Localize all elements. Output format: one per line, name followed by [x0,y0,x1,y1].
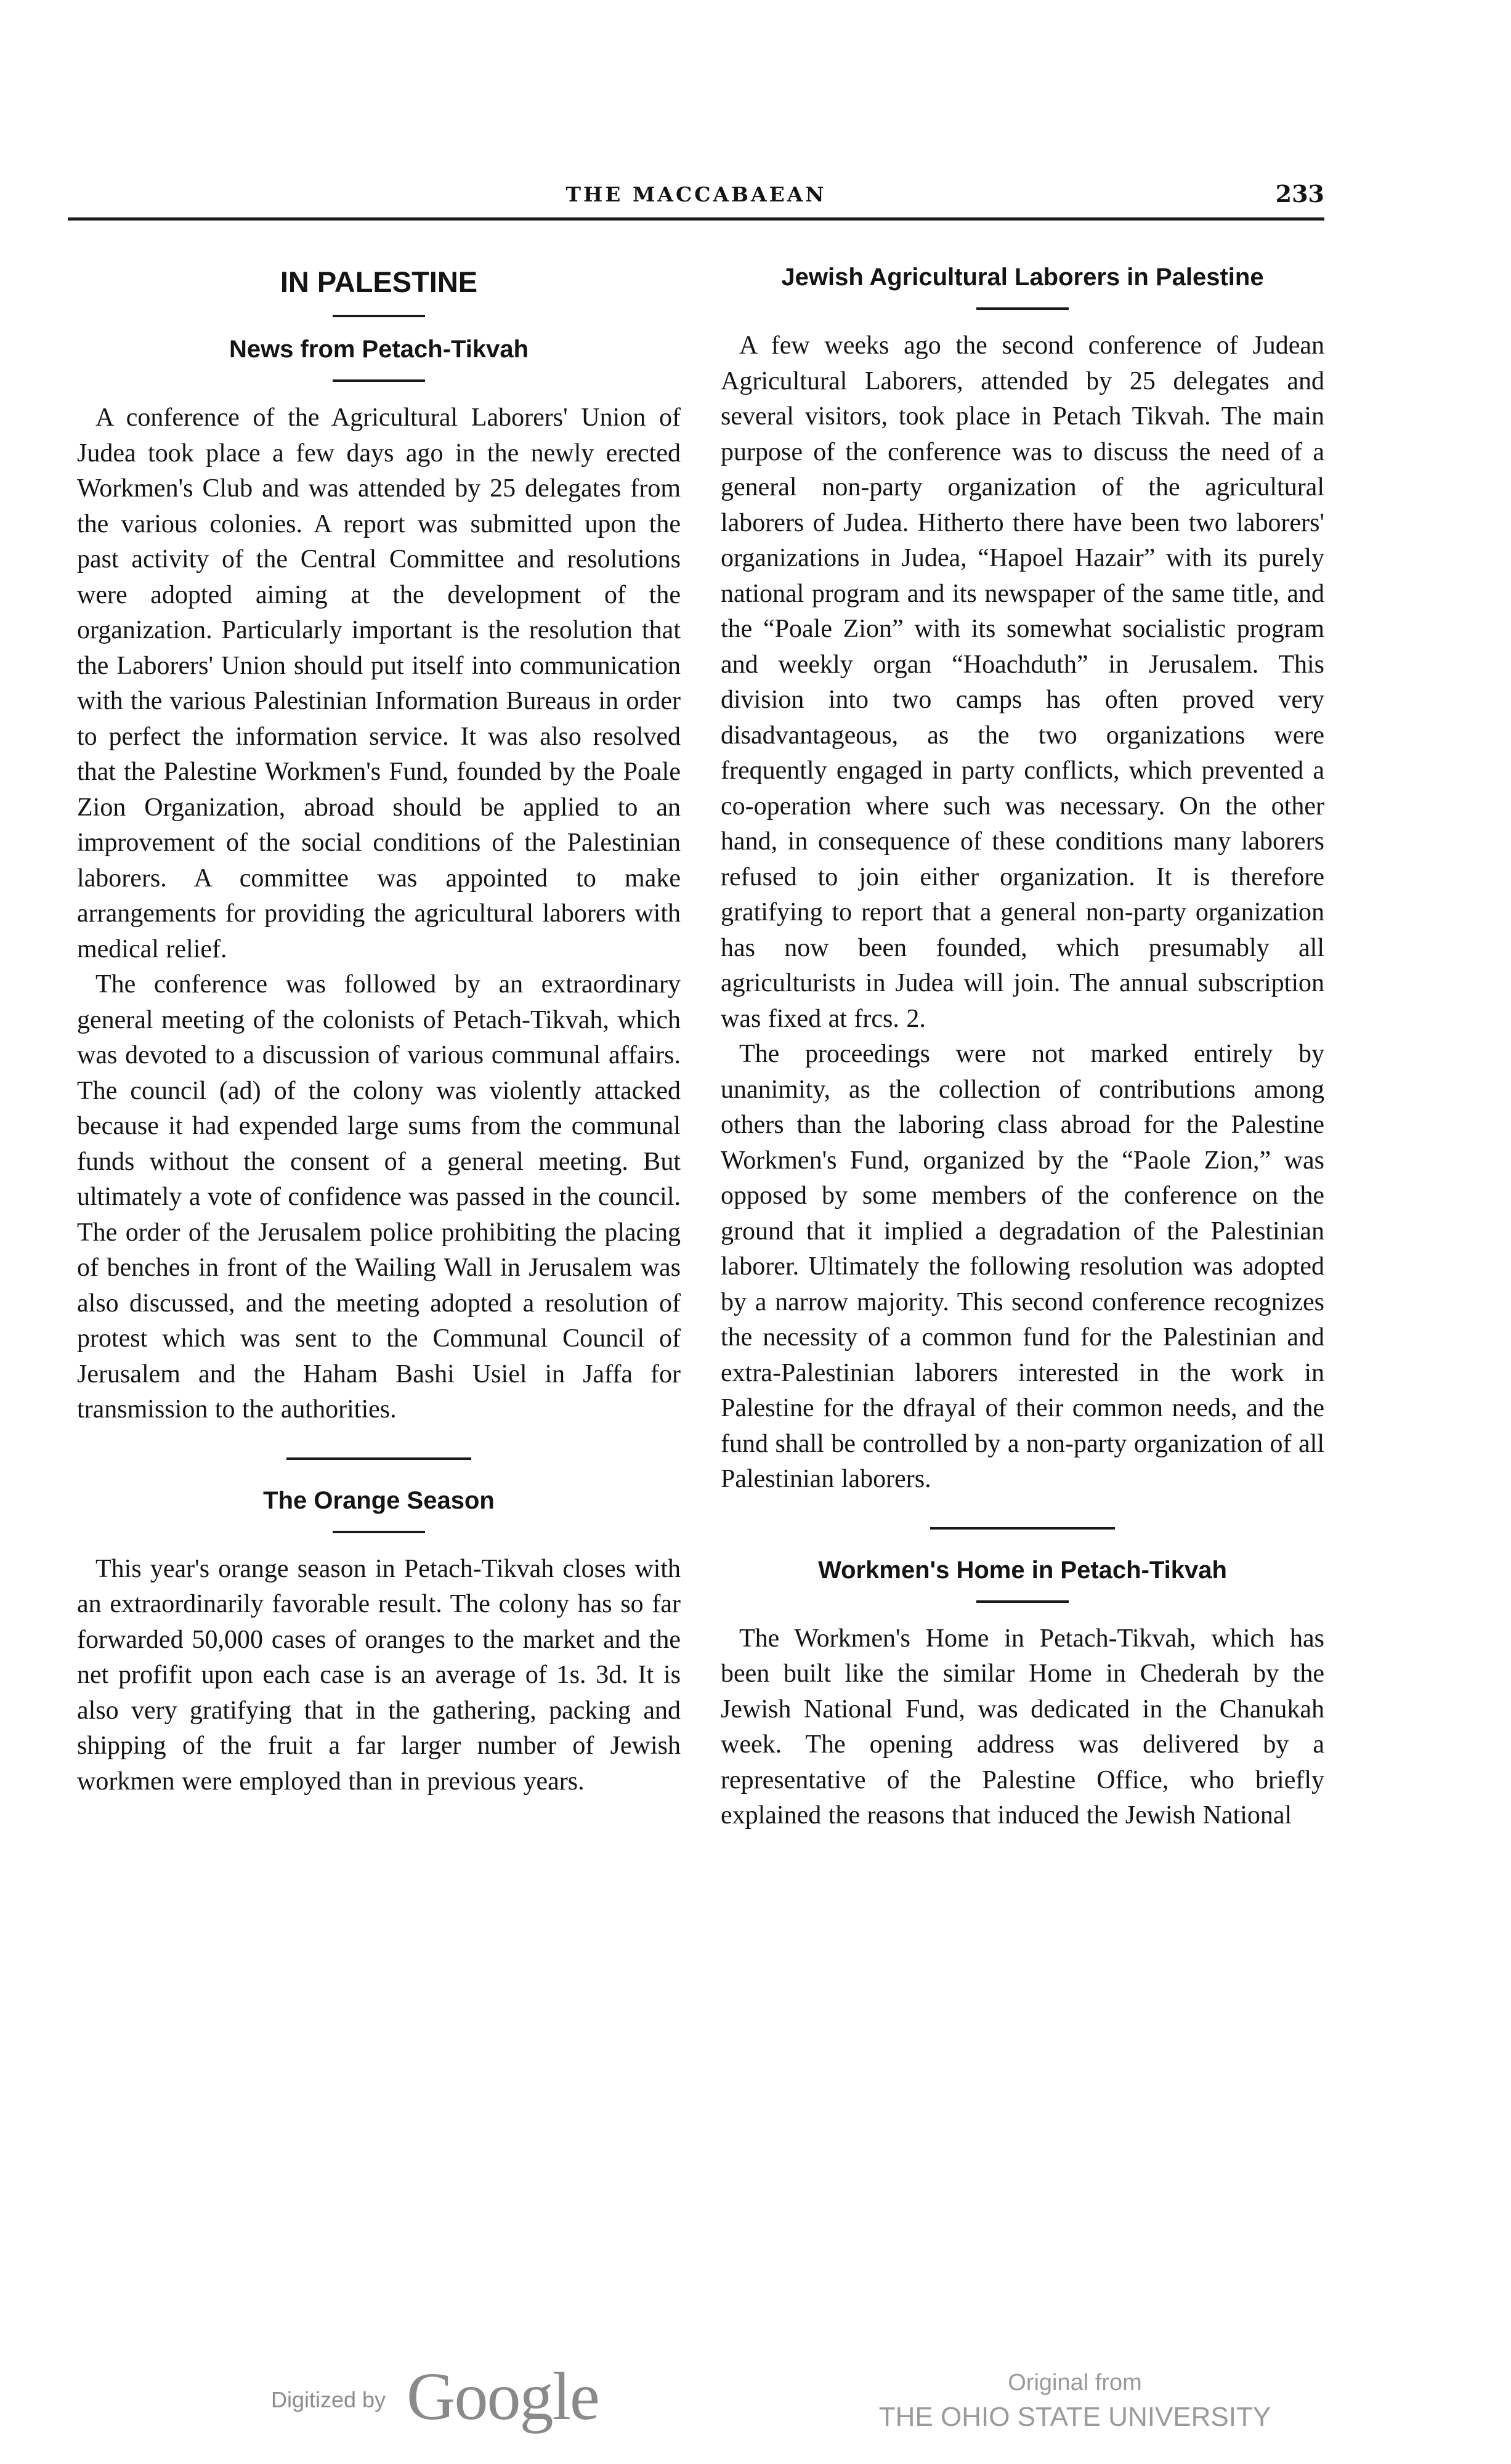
left-column [77,246,681,1799]
article-paragraph: A conference of the Agricultural Laborers' Union of Judea took place a few days ago in the newly erected Workmen's Club and was attended by 25 delegates from the various colonies. A report was submitted upon the past activity of the Central Committee and resolutions were adopted aiming at the development of the organization. Particularly important is the resolution that the Laborers' Union should put itself into communication with the various Palestinian Information Bureaus in order to perfect the information service. It was also resolved that the Palestine Workmen's Fund, founded by the Poale Zion Organization, abroad should be applied to an improvement of the social conditions of the Palestinian laborers. A committee was appointed to make arrangements for providing the agricultural laborers with medical relief. [77,403,681,963]
title-rule [976,1600,1069,1603]
digitized-by-label: Digitized by [271,2387,386,2412]
title-rule [333,315,425,317]
right-column [721,246,1324,1834]
digitization-footer [0,2359,1511,2449]
title-rule [333,379,425,382]
article-title-news-petach-tikvah: News from Petach-Tikvah [229,336,529,363]
article-paragraph: This year's orange season in Petach-Tikvah closes with an extraordinarily favorable result. The colony has so far forwarded 50,000 cases of oranges to the market and the net profifit upon each case is an average of 1s. 3d. It is also very gratifying that in the gathering, packing and shipping of the fruit a far larger number of Jewish workmen were employed than in previous years. [77,1554,681,1796]
institution-name: THE OHIO STATE UNIVERSITY [878,2402,1271,2432]
article-paragraph: The proceedings were not marked entirely by unanimity, as the collection of contributions among others than the laboring class abroad for the Palestine Workmen's Fund, organized by the “Paole Zion,” was opposed by some members of the conference on the ground that it implied a degradation of the Palestinian laborer. Ultimately the following resolution was adopted by a narrow majority. This second conference recognizes the necessity of a common fund for the Palestinian and extra-Palestinian laborers interested in the work in Palestine for the dfrayal of their common needs, and the fund shall be controlled by a non-party organization of all Palestinian laborers. [721,1040,1324,1493]
header-rule [68,217,1324,221]
article-paragraph: The conference was followed by an extraordinary general meeting of the colonists of Petach-Tikvah, which was devoted to a discussion of various communal affairs. The council (ad) of the colony was violently attacked because it had expended large sums from the communal funds without the consent of a general meeting. But ultimately a vote of confidence was passed in the council. The order of the Jerusalem police prohibiting the placing of benches in front of the Wailing Wall in Jerusalem was also discussed, and the meeting adopted a resolution of protest which was sent to the Communal Council of Jerusalem and the Haham Bashi Usiel in Jaffa for transmission to the authorities. [77,970,681,1424]
article-paragraph: A few weeks ago the second conference of Judean Agricultural Laborers, attended by 25 delegates and several visitors, took place in Petach Tikvah. The main purpose of the conference was to discuss the need of a general non-party organization of the agricultural laborers of Judea. Hitherto there have been two laborers' organizations in Judea, “Hapoel Hazair” with its purely national program and its newspaper of the same title, and the “Poale Zion” with its somewhat socialistic program and weekly organ “Hoachduth” in Jerusalem. This division into two camps has often proved very disadvantageous, as the two organizations were frequently engaged in party conflicts, which prevented a co-operation where such was necessary. On the other hand, in consequence of these conditions many laborers refused to join either organization. It is therefore gratifying to report that a general non-party organization has now been founded, which presumably all agriculturists in Judea will join. The annual subscription was fixed at frcs. 2. [721,331,1324,1033]
article-title-orange-season: The Orange Season [263,1486,495,1514]
section-divider [286,1457,471,1460]
original-from-label: Original from [1008,2370,1142,2396]
article-title-agricultural-laborers: Jewish Agricultural Laborers in Palestine [781,264,1264,291]
section-divider [930,1527,1115,1530]
article-title-workmens-home: Workmen's Home in Petach-Tikvah [818,1556,1227,1584]
article-paragraph: The Workmen's Home in Petach-Tikvah, which has been built like the similar Home in Chederah by the Jewish National Fund, was dedicated in the Chanukah week. The opening address was delivered by a representative of the Palestine Office, who briefly explained the reasons that induced the Jewish National [721,1624,1324,1830]
page-number: 233 [1275,180,1324,208]
journal-title: THE MACCABAEAN [565,182,827,206]
section-title: IN PALESTINE [280,265,478,298]
title-rule [976,307,1069,310]
title-rule [333,1531,425,1533]
google-logo: Google [407,2359,599,2434]
running-header [68,180,1324,211]
